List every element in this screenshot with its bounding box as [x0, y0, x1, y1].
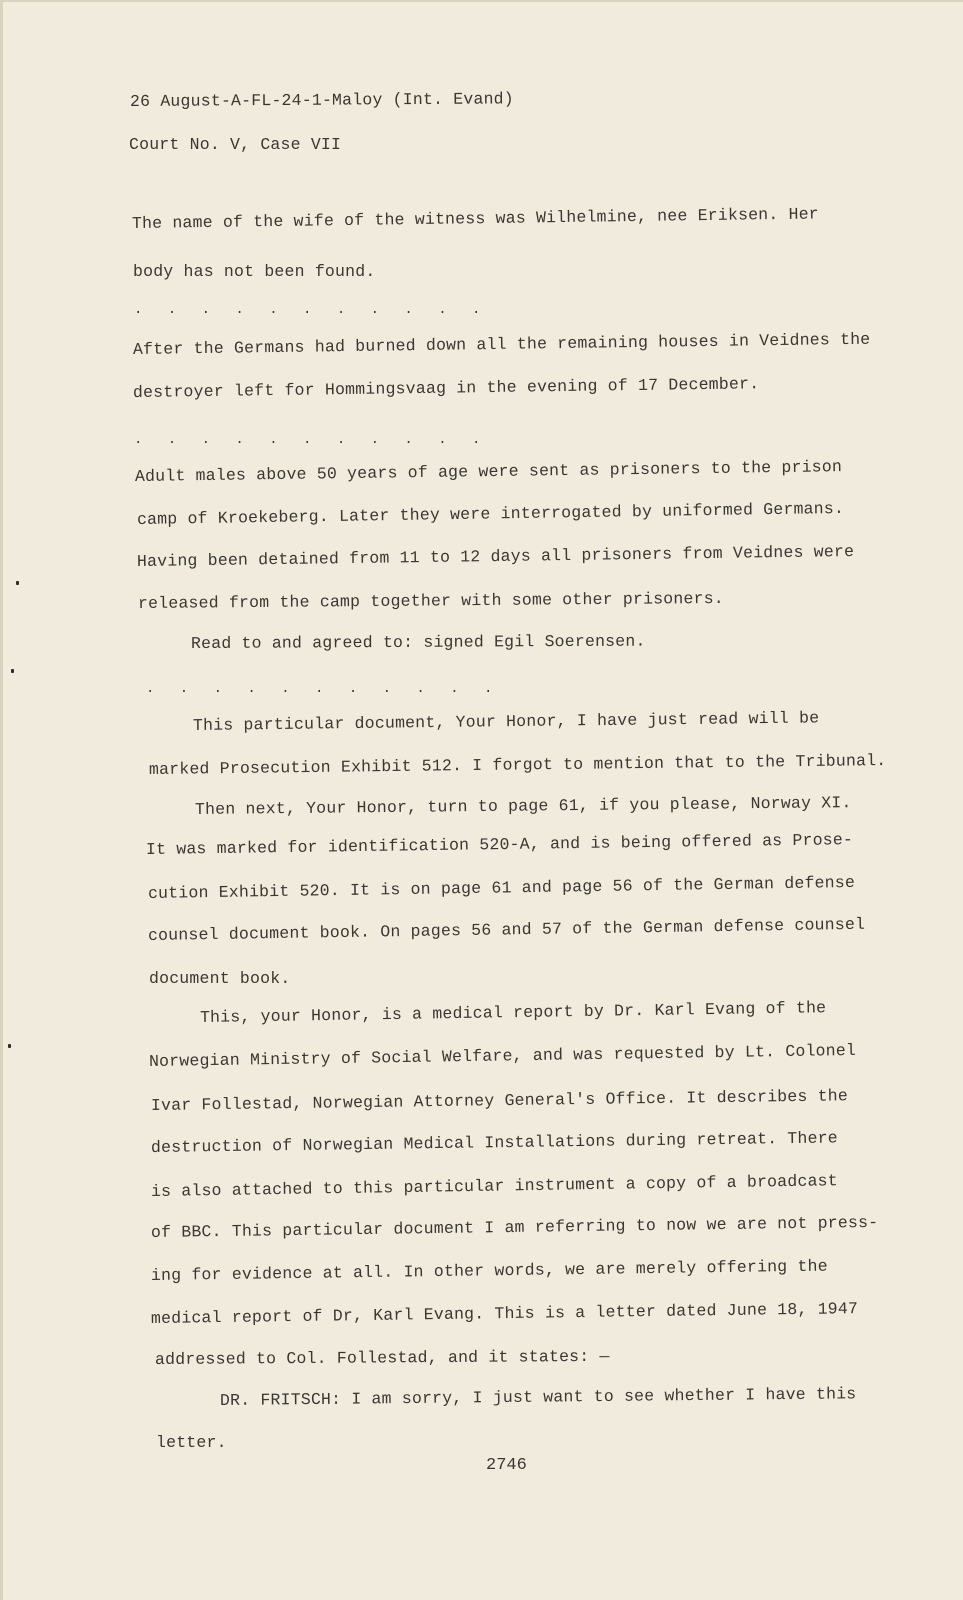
body-line: cution Exhibit 520. It is on page 61 and page 56 of the German defense — [147, 872, 856, 903]
body-line: released from the camp together with some other prisoners. — [137, 588, 724, 613]
body-line: addressed to Col. Follestad, and it states: — — [154, 1346, 610, 1369]
page-edge-left — [0, 0, 3, 1600]
margin-mark — [11, 669, 14, 673]
signature-line: Read to and agreed to: signed Egil Soerensen. — [190, 631, 646, 653]
body-line: DR. FRITSCH: I am sorry, I just want to see whether I have this — [219, 1384, 857, 1410]
body-line: counsel document book. On pages 56 and 57 of the German defense counsel — [147, 914, 866, 945]
body-line: After the Germans had burned down all the remaining houses in Veidnes the — [132, 329, 871, 359]
body-line: This, your Honor, is a medical report by Dr. Karl Evang of the — [199, 998, 827, 1027]
body-line: Norwegian Ministry of Social Welfare, and was requested by Lt. Colonel — [148, 1040, 857, 1071]
header-line-2: Court No. V, Case VII — [129, 135, 342, 154]
body-line: destruction of Norwegian Medical Installations during retreat. There — [150, 1128, 838, 1157]
separator-dots: . . . . . . . . . . . — [134, 302, 489, 318]
body-line: The name of the wife of the witness was Wilhelmine, nee Eriksen. Her — [131, 204, 819, 233]
header-line-1: 26 August-A-FL-24-1-Maloy (Int. Evand) — [129, 89, 514, 111]
body-line: Having been detained from 11 to 12 days all prisoners from Veidnes were — [136, 541, 855, 571]
page-edge-top — [0, 0, 963, 2]
body-line: camp of Kroekeberg. Later they were interrogated by uniformed Germans. — [136, 498, 845, 529]
body-line: document book. — [149, 969, 291, 988]
separator-dots: . . . . . . . . . . . — [146, 681, 501, 697]
body-line: of BBC. This particular document I am referring to now we are not press- — [150, 1212, 879, 1242]
body-line: It was marked for identification 520-A, and is being offered as Prose- — [145, 830, 854, 859]
body-line: destroyer left for Hommingsvaag in the evening of 17 December. — [132, 374, 760, 402]
body-line: marked Prosecution Exhibit 512. I forgot to mention that to the Tribunal. — [148, 750, 887, 779]
body-line: ing for evidence at all. In other words, we are merely offering the — [150, 1256, 828, 1285]
body-line: is also attached to this particular instrument a copy of a broadcast — [150, 1171, 838, 1201]
body-line: medical report of Dr, Karl Evang. This is a letter dated June 18, 1947 — [150, 1299, 859, 1328]
body-line: This particular document, Your Honor, I have just read will be — [192, 708, 820, 735]
separator-dots: . . . . . . . . . . . — [134, 432, 489, 448]
body-line: Ivar Follestad, Norwegian Attorney General's Office. It describes the — [150, 1086, 849, 1115]
page-number: 2746 — [486, 1456, 527, 1475]
margin-mark — [8, 1044, 11, 1048]
margin-mark — [16, 581, 19, 585]
body-line: Adult males above 50 years of age were sent as prisoners to the prison — [134, 457, 843, 486]
body-line: letter. — [156, 1433, 227, 1452]
body-line: body has not been found. — [133, 262, 376, 281]
body-line: Then next, Your Honor, turn to page 61, if you please, Norway XI. — [194, 793, 852, 819]
